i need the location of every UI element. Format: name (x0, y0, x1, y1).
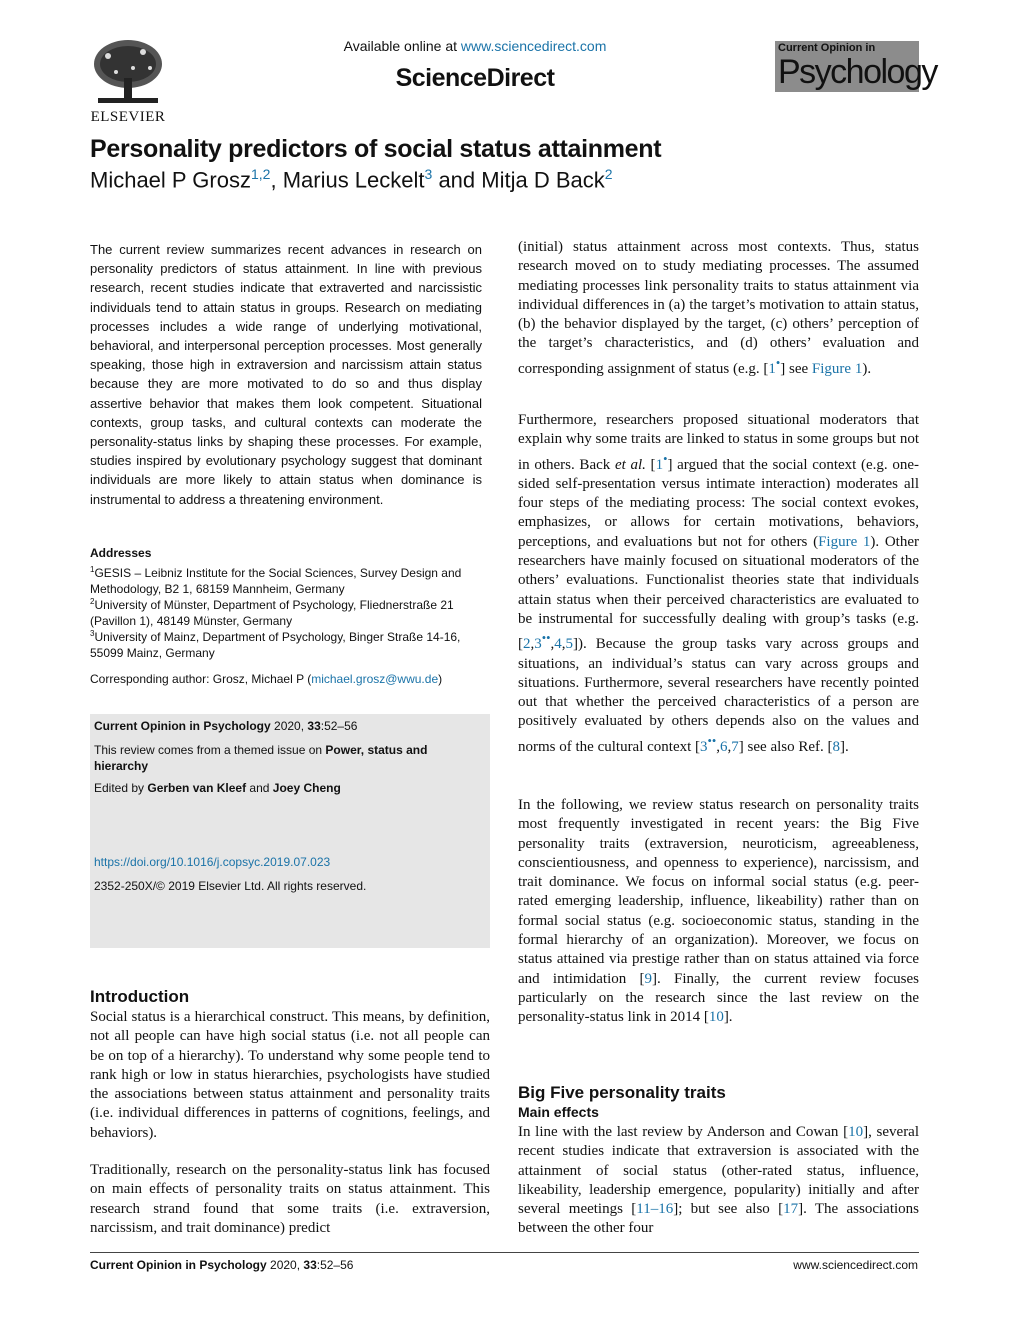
citation-link[interactable]: 6 (720, 738, 728, 755)
sciencedirect-link[interactable]: www.sciencedirect.com (460, 38, 607, 54)
email-link[interactable]: michael.grosz@wwu.de (311, 672, 439, 686)
body-paragraph: In line with the last review by Anderson and Cowan [10], several recent studies indicate that extraversion is associated with the attainment of social status (other-rated status, influence, likeability, leadership emergence, popularity) initially and after several meetings [11–16]; but see also [17]. The associations between the other four (518, 1124, 920, 1237)
themed-issue: This review comes from a themed issue on Power, status and hierarchy (94, 743, 428, 773)
citation-link[interactable]: 3 (700, 738, 708, 755)
corresponding-author: Corresponding author: Grosz, Michael P (michael.grosz@wwu.de) (90, 672, 443, 686)
citation-link[interactable]: 10 (708, 1009, 724, 1026)
footer-citation: Current Opinion in Psychology 2020, 33:52–56 (90, 1258, 354, 1272)
author-affiliation[interactable]: 1,2 (250, 166, 271, 182)
address-item: $^3$University of Mainz, Department of Psychology, Binger Straße 14-16, 55099 Mainz, Germany (90, 629, 461, 660)
article-info-box (90, 714, 490, 948)
citation-link[interactable]: 7 (731, 738, 739, 755)
main-effects-heading: Main effects (518, 1104, 599, 1120)
article-title: Personality predictors of social status attainment (90, 135, 662, 163)
introduction-heading: Introduction (90, 987, 190, 1006)
author-affiliation[interactable]: 2 (604, 166, 613, 182)
footer-url[interactable]: www.sciencedirect.com (793, 1258, 918, 1272)
availability-note: Available online at www.sciencedirect.com (343, 38, 607, 54)
citation-link[interactable]: 17 (783, 1201, 799, 1218)
body-paragraph: (initial) status attainment across most contexts. Thus, status research moved on to study mediating processes. The assumed mediating processes link personality traits to status attainment via individual differences in (a) the target’s motivation to attain status, (b) the behavior displayed by the target, (c) others’ perception of the target’s characteristics, and (d) others’ evaluation and corresponding assignment of status (e.g. [1•] see Figure 1). (518, 239, 919, 377)
body-paragraph: In the following, we review status research on personality traits most frequently investigated in recent years: the Big Five personality traits (extraversion, neuroticism, agreeableness, conscientiousness, and openness to experience), narcissism, and trait dominance. We focus on informal social status (e.g. peer-rated emerging leadership, influence, likeability) rather than on formal social status (e.g. socioeconomic status, standing in the formal hierarchy of an organization). Moreover, we focus on status attained via prestige rather than on status attained via force and intimidation [9]. Finally, the current review focuses particularly on the research since the last review on the personality-status link in 2014 [10]. (518, 797, 919, 1026)
figure-link[interactable]: Figure 1 (811, 360, 863, 377)
body-paragraph: Furthermore, researchers proposed situational moderators that explain why some traits are linked to status in some groups but not in others. Back et al. [1•] argued that the social context (e.g. one-sided self-presentation versus intimate interaction) moderates all four steps of the mediating process: The social context evokes, emphasizes, or allows for certain motivations, behaviors, perceptions, and evaluations but not for others (Figure 1). Other researchers have mainly focused on situational moderators of the others’ evaluations. Functionalist theories state that individuals attain status when their perceived characteristics are evaluated to be instrumental for successfully dealing with group’s tasks (e.g. [2,3••,4,5]). Because the group tasks vary across groups and situations, an individual’s status can vary across groups and situations. Furthermore, several researchers have recently pointed out that whether the perceived characteristics of a person are positively evaluated by others depends also on the values and norms of the cultural context [3••,6,7] see also Ref. [8]. (518, 412, 920, 755)
author-name: Mitja D Back (481, 167, 605, 193)
author-name: Marius Leckelt (282, 167, 425, 193)
author-affiliation[interactable]: 3 (424, 166, 433, 182)
citation-link[interactable]: 1 (655, 456, 664, 473)
citation-link[interactable]: 4 (554, 636, 562, 653)
editors: Edited by Gerben van Kleef and Joey Cheng (94, 781, 341, 795)
journal-logo-line1: Current Opinion in (778, 42, 876, 54)
sciencedirect-brand: ScienceDirect (395, 64, 555, 92)
citation-link[interactable]: 8 (832, 738, 841, 755)
elsevier-tree-icon (88, 38, 168, 106)
addresses-heading: Addresses (90, 546, 152, 560)
elsevier-logo (88, 38, 168, 128)
doi-link[interactable]: https://doi.org/10.1016/j.copsyc.2019.07.023 (94, 855, 331, 869)
abstract: The current review summarizes recent advances in research on personality predictors of status attainment. In line with previous research, recent studies indicate that extraverted and narcissistic individuals tend to attain status in groups. Research on mediating processes includes a wide range of underlying motivational, behavioral, and interpersonal perception processes. Most generally speaking, those high in extraversion and narcissism attain status because they are more motivated to do so and thus display assertive behavior that makes them look competent. Situational contexts, group tasks, and cultural contexts can moderate the personality-status links by shaping these processes. For example, studies inspired by evolutionary psychology suggest that dominant individuals are more likely to attain status when dominance is instrumental to address a threatening environment. (90, 242, 482, 507)
copyright: 2352-250X/© 2019 Elsevier Ltd. All rights reserved. (94, 879, 367, 893)
citation-link[interactable]: 2 (523, 636, 531, 653)
intro-paragraph: Social status is a hierarchical construct. This means, by definition, not all people can have high social status (i.e. not all people can be on top of a hierarchy). To understand why some people tend to rank high or low in status hierarchies, psychologists have studied the associations between status attainment and personality traits (i.e. individual differences in patterns of cognitions, feelings, and behaviors). (90, 1009, 490, 1141)
big-five-heading: Big Five personality traits (518, 1083, 726, 1102)
author-name: Michael P Grosz (90, 167, 251, 193)
citation-link[interactable]: 9 (644, 970, 653, 987)
footer-divider (90, 1252, 919, 1253)
citation-link[interactable]: 3 (534, 636, 542, 653)
address-item: $^1$GESIS – Leibniz Institute for the Social Sciences, Survey Design and Methodology, B2 1, 68159 Mannheim, Germany (90, 565, 462, 596)
journal-logo (775, 41, 937, 92)
citation-link[interactable]: 11–16 (636, 1201, 674, 1218)
author-list: Michael P Grosz$^{1,2}$, Marius Leckelt$^3$ and Mitja D Back$^2$ (90, 166, 613, 193)
citation-link[interactable]: 5 (565, 636, 574, 653)
citation-link[interactable]: 10 (848, 1124, 864, 1140)
publisher-name: ELSEVIER (90, 109, 166, 125)
citation-link[interactable]: 1 (768, 360, 776, 377)
figure-link[interactable]: Figure 1 (818, 533, 871, 550)
address-item: $^2$University of Münster, Department of Psychology, Fliednerstraße 21 (Pavillon 1), 48149 Münster, Germany (90, 597, 454, 628)
intro-paragraph: Traditionally, research on the personality-status link has focused on main effects of personality traits on status attainment. This research strand found that some traits (i.e. extraversion, narcissism, and trait dominance) predict (90, 1162, 490, 1236)
citation-line: Current Opinion in Psychology 2020, 33:52–56 (94, 719, 358, 733)
journal-logo-line2: Psychology (778, 53, 937, 91)
